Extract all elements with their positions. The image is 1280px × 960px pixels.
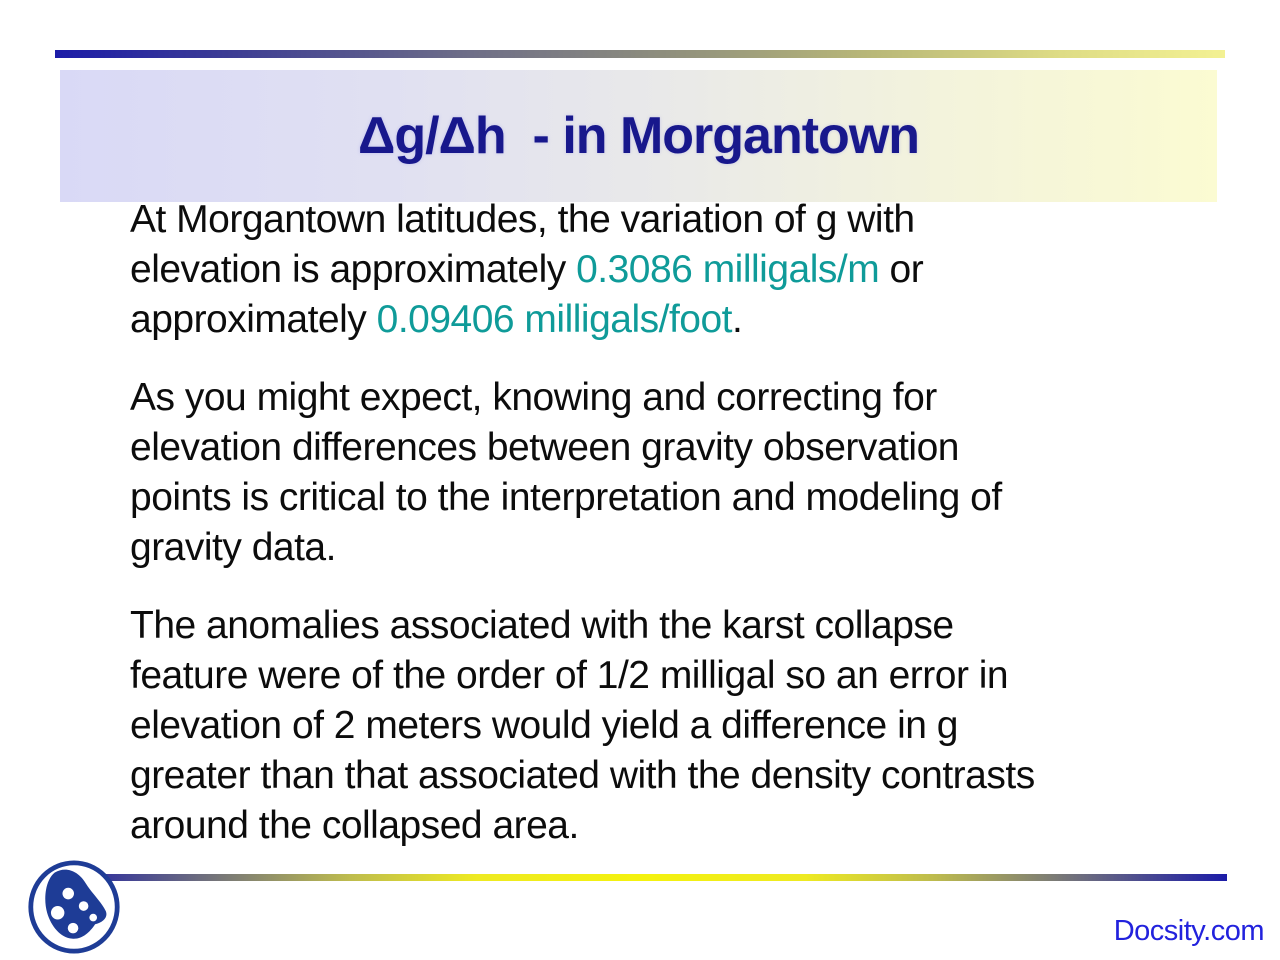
text-segment: approximately — [130, 298, 377, 341]
top-gradient-bar — [55, 50, 1225, 58]
bottom-gradient-bar — [55, 874, 1227, 881]
text-line — [130, 295, 1200, 345]
text-segment: elevation is approximately — [130, 248, 577, 291]
text-segment: around the collapsed area. — [130, 804, 579, 847]
docsity-logo-icon — [26, 858, 122, 956]
text-segment: As you might expect, knowing and correcting for — [130, 376, 937, 419]
text-line — [130, 801, 1200, 851]
text-line — [130, 195, 1200, 245]
text-segment: elevation of 2 meters would yield a difference in g — [130, 704, 958, 747]
text-segment: points is critical to the interpretation and modeling of — [130, 476, 1002, 519]
body-text — [130, 195, 1200, 851]
docsity-watermark-link[interactable]: Docsity.com — [1113, 915, 1264, 947]
text-segment: The anomalies associated with the karst collapse — [130, 604, 954, 647]
text-line — [130, 423, 1200, 473]
text-line — [130, 601, 1200, 651]
paragraph — [130, 601, 1200, 851]
text-line — [130, 523, 1200, 573]
paragraph — [130, 373, 1200, 573]
highlighted-value: 0.3086 milligals/m — [576, 248, 880, 291]
title-banner — [60, 70, 1217, 202]
text-segment: or — [879, 248, 924, 291]
docsity-logo — [26, 858, 122, 956]
text-segment: . — [732, 298, 743, 341]
text-line — [130, 701, 1200, 751]
text-line — [130, 245, 1200, 295]
text-segment: greater than that associated with the density contrasts — [130, 754, 1035, 797]
text-line — [130, 373, 1200, 423]
paragraph — [130, 195, 1200, 345]
text-segment: elevation differences between gravity observation — [130, 426, 959, 469]
text-line — [130, 473, 1200, 523]
highlighted-value: 0.09406 milligals/foot — [376, 298, 733, 341]
text-segment: feature were of the order of 1/2 milligal so an error in — [130, 654, 1009, 697]
text-segment: At Morgantown latitudes, the variation of g with — [130, 198, 915, 241]
text-line — [130, 751, 1200, 801]
text-segment: gravity data. — [130, 526, 336, 569]
slide-title: Δg/Δh - in Morgantown — [357, 107, 920, 165]
text-line — [130, 651, 1200, 701]
